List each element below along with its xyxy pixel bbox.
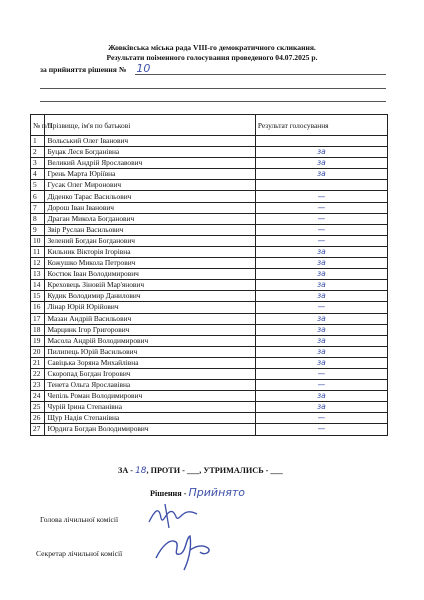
table-row: [31, 424, 388, 435]
vote-result: за: [255, 402, 387, 413]
member-name: Звір Руслан Васильович: [45, 224, 255, 235]
result-label: Рішення -: [150, 489, 187, 498]
member-name: Масола Андрій Володимирович: [45, 335, 255, 346]
table-row: [31, 291, 388, 302]
table-row: [31, 235, 388, 246]
header-name: Прізвище, ім'я по батькові: [45, 115, 255, 136]
table-row: [31, 202, 388, 213]
row-number: 25: [31, 402, 45, 413]
member-name: Креховець Зіновій Мар'янович: [45, 280, 255, 291]
table-row: [31, 413, 388, 424]
member-name: Лінар Юрій Юрійович: [45, 302, 255, 313]
decision-result: [150, 486, 245, 499]
table-row: [31, 346, 388, 357]
row-number: 12: [31, 258, 45, 269]
member-name: Гусак Олег Миронович: [45, 180, 255, 191]
row-number: 11: [31, 246, 45, 257]
vote-result: [255, 136, 387, 147]
vote-result: —: [255, 424, 387, 435]
vote-result: за: [255, 291, 387, 302]
row-number: 19: [31, 335, 45, 346]
vote-result: —: [255, 213, 387, 224]
row-number: 3: [31, 158, 45, 169]
row-number: 5: [31, 180, 45, 191]
table-row: [31, 147, 388, 158]
totals-against-label: , ПРОТИ - ___: [146, 466, 200, 475]
vote-result: за: [255, 280, 387, 291]
member-name: Пилипець Юрій Васильович: [45, 346, 255, 357]
table-row: [31, 136, 388, 147]
document-header: [20, 43, 404, 63]
member-name: Буцак Леся Богданівна: [45, 147, 255, 158]
decision-number: 10: [136, 62, 151, 75]
row-number: 27: [31, 424, 45, 435]
header-title: Жовківська міська рада VIII-го демократичного скликання.: [108, 43, 316, 52]
member-name: Чепіль Роман Володимирович: [45, 391, 255, 402]
vote-result: —: [255, 235, 387, 246]
vote-result: за: [255, 324, 387, 335]
vote-result: —: [255, 191, 387, 202]
row-number: 22: [31, 368, 45, 379]
table-row: [31, 224, 388, 235]
table-row: [31, 191, 388, 202]
row-number: 2: [31, 147, 45, 158]
blank-line: [40, 101, 386, 102]
table-row: [31, 380, 388, 391]
member-name: Великий Андрій Ярославович: [45, 158, 255, 169]
vote-result: за: [255, 246, 387, 257]
row-number: 24: [31, 391, 45, 402]
row-number: 21: [31, 357, 45, 368]
member-name: Драган Микола Богданович: [45, 213, 255, 224]
header-result: Результат голосування: [255, 115, 387, 136]
row-number: 13: [31, 269, 45, 280]
vote-result: —: [255, 413, 387, 424]
member-name: Костюк Іван Володимирович: [45, 269, 255, 280]
member-name: Щур Надія Степанівна: [45, 413, 255, 424]
member-name: Мазан Андрій Васильович: [45, 313, 255, 324]
row-number: 17: [31, 313, 45, 324]
chair-signature: [145, 500, 205, 530]
vote-totals: [118, 466, 283, 476]
table-row: [31, 324, 388, 335]
chair-label: Голова лічильної комісії: [40, 515, 119, 524]
table-row: [31, 180, 388, 191]
table-row: [31, 313, 388, 324]
vote-result: [255, 180, 387, 191]
member-name: Дорош Іван Іванович: [45, 202, 255, 213]
table-row: [31, 213, 388, 224]
table-row: [31, 357, 388, 368]
row-number: 6: [31, 191, 45, 202]
row-number: 8: [31, 213, 45, 224]
vote-result: за: [255, 158, 387, 169]
blank-line: [40, 88, 386, 89]
member-name: Марцинк Ігор Григорович: [45, 324, 255, 335]
table-row: [31, 402, 388, 413]
table-row: [31, 158, 388, 169]
decision-label: за прийняття рішення №: [40, 65, 127, 74]
member-name: Чурій Ірина Степанівна: [45, 402, 255, 413]
totals-abstain-label: , УТРИМАЛИСЬ - ___: [199, 466, 283, 475]
vote-result: за: [255, 357, 387, 368]
vote-result: за: [255, 258, 387, 269]
vote-result: за: [255, 313, 387, 324]
header-num: № п/п: [31, 115, 45, 136]
row-number: 26: [31, 413, 45, 424]
table-row: [31, 169, 388, 180]
decision-line: [40, 62, 150, 75]
row-number: 15: [31, 291, 45, 302]
table-row: [31, 368, 388, 379]
row-number: 10: [31, 235, 45, 246]
table-row: [31, 269, 388, 280]
secretary-label: Секретар лічильної комісії: [36, 549, 123, 558]
vote-result: —: [255, 380, 387, 391]
vote-result: за: [255, 391, 387, 402]
table-header-row: [31, 115, 388, 136]
vote-result: за: [255, 147, 387, 158]
table-row: [31, 391, 388, 402]
member-name: Савіцька Зоряна Михайлівна: [45, 357, 255, 368]
table-row: [31, 335, 388, 346]
table-row: [31, 246, 388, 257]
member-name: Вольський Олег Іванович: [45, 136, 255, 147]
result-value: Прийнято: [188, 486, 246, 499]
vote-result: —: [255, 302, 387, 313]
vote-result: —: [255, 368, 387, 379]
vote-result: —: [255, 224, 387, 235]
table-row: [31, 258, 388, 269]
member-name: Діденко Тарас Васильович: [45, 191, 255, 202]
row-number: 4: [31, 169, 45, 180]
table-row: [31, 302, 388, 313]
row-number: 20: [31, 346, 45, 357]
table-row: [31, 280, 388, 291]
totals-for-value: 18: [135, 466, 147, 476]
member-name: Кожушко Микола Петрович: [45, 258, 255, 269]
secretary-signature: [150, 528, 220, 573]
row-number: 9: [31, 224, 45, 235]
row-number: 18: [31, 324, 45, 335]
row-number: 14: [31, 280, 45, 291]
row-number: 1: [31, 136, 45, 147]
vote-table-body: [31, 136, 388, 436]
vote-result: за: [255, 346, 387, 357]
member-name: Тенета Ольга Ярославівна: [45, 380, 255, 391]
member-name: Кильник Вікторія Ігорівна: [45, 246, 255, 257]
member-name: Кудик Володимир Данилович: [45, 291, 255, 302]
totals-for-label: ЗА -: [118, 466, 134, 475]
vote-result: —: [255, 202, 387, 213]
vote-result: за: [255, 335, 387, 346]
vote-result: за: [255, 269, 387, 280]
row-number: 23: [31, 380, 45, 391]
member-name: Юрдига Богдан Володимирович: [45, 424, 255, 435]
member-name: Грень Марта Юріївна: [45, 169, 255, 180]
vote-table: [30, 114, 388, 436]
header-subtitle: Результати поіменного голосування проведеного 04.07.2025 р.: [106, 53, 318, 62]
row-number: 16: [31, 302, 45, 313]
member-name: Зелений Богдан Богданович: [45, 235, 255, 246]
member-name: Скоропад Богдан Ігорович: [45, 368, 255, 379]
underline: [135, 74, 386, 75]
vote-result: за: [255, 169, 387, 180]
row-number: 7: [31, 202, 45, 213]
